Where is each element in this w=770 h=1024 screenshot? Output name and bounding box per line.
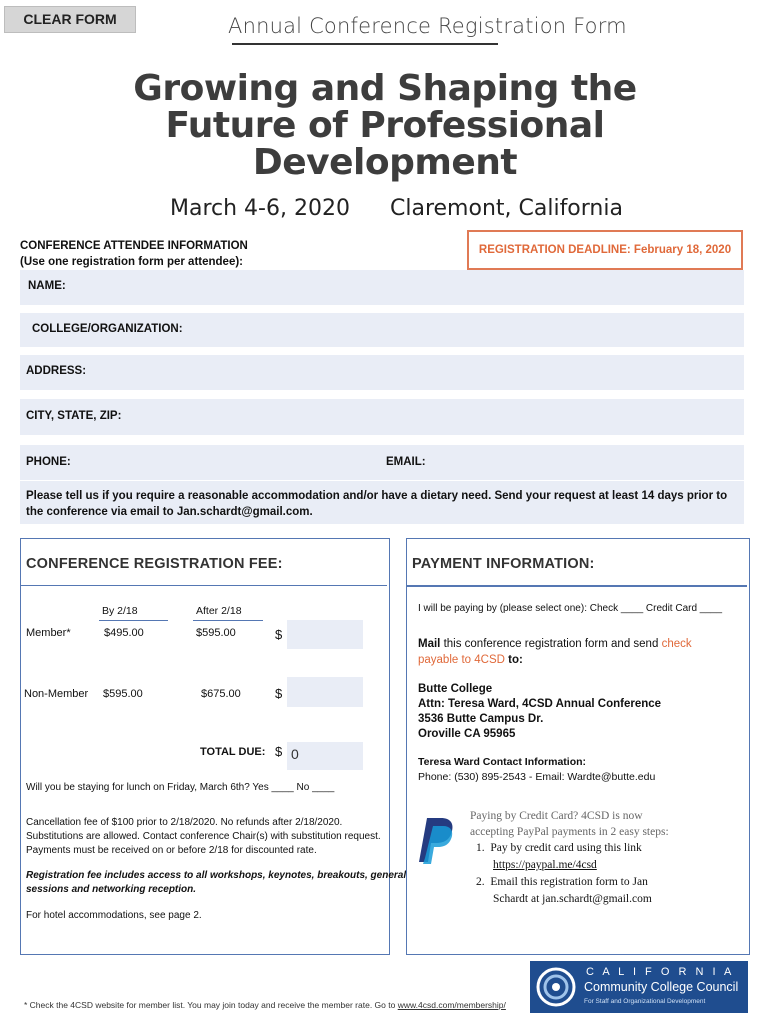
email-label: EMAIL: <box>386 456 426 468</box>
attendee-heading: CONFERENCE ATTENDEE INFORMATION <box>20 240 248 252</box>
name-field[interactable] <box>20 270 744 305</box>
fee-includes-line-1: Registration fee includes access to all workshops, keynotes, breakouts, general <box>26 870 407 881</box>
address-line-4: Oroville CA 95965 <box>418 728 516 740</box>
total-due-value: 0 <box>291 746 299 762</box>
city-state-zip-field[interactable] <box>20 399 744 435</box>
step-1-text: Pay by credit card using this link <box>490 842 642 854</box>
nonmember-dollar-sign: $ <box>275 686 283 701</box>
member-price-by: $495.00 <box>104 627 144 639</box>
payment-panel-title: PAYMENT INFORMATION: <box>412 556 595 572</box>
mail-instructions <box>418 636 738 668</box>
member-amount-input[interactable] <box>287 620 363 649</box>
nonmember-label: Non-Member <box>24 688 89 700</box>
membership-link[interactable]: www.4csd.com/membership/ <box>397 1000 506 1010</box>
mail-text: this conference registration form and send <box>440 638 662 650</box>
col-header-by-rule <box>99 620 168 621</box>
address-line-2: Attn: Teresa Ward, 4CSD Annual Conference <box>418 698 662 710</box>
address-field[interactable] <box>20 355 744 390</box>
total-due-label: TOTAL DUE: <box>200 746 266 758</box>
step-1-number: 1. <box>476 842 485 854</box>
address-line-3: 3536 Butte Campus Dr. <box>418 713 544 725</box>
member-dollar-sign: $ <box>275 627 283 642</box>
headline-line-2: Future of Professional <box>165 105 605 146</box>
nonmember-amount-input[interactable] <box>287 677 363 707</box>
hotel-note: For hotel accommodations, see page 2. <box>26 910 202 921</box>
payment-method-question: I will be paying by (please select one): Check ____ Credit Card ____ <box>418 603 723 614</box>
mail-check: check <box>661 638 692 650</box>
event-location: Claremont, California <box>390 196 623 221</box>
cancellation-line-3: Payments must be received on or before 2/18 for discounted rate. <box>26 845 317 856</box>
member-label: Member* <box>26 627 71 639</box>
footer-note <box>24 1000 506 1010</box>
headline <box>0 70 770 181</box>
fee-includes-line-2: sessions and networking reception. <box>26 884 197 895</box>
paypal-step-2 <box>476 874 652 891</box>
address-line-1: Butte College <box>418 683 493 695</box>
member-price-after: $595.00 <box>196 627 236 639</box>
college-field[interactable] <box>20 313 744 347</box>
mailing-address <box>418 682 661 742</box>
contact-info <box>418 755 655 785</box>
paypal-intro <box>470 808 669 840</box>
address-label: ADDRESS: <box>26 365 87 377</box>
col-header-by: By 2/18 <box>102 605 138 617</box>
col-header-after-rule <box>193 620 263 621</box>
mail-bold: Mail <box>418 638 441 650</box>
attendee-subheading: (Use one registration form per attendee): <box>20 256 244 268</box>
clear-form-button[interactable]: CLEAR FORM <box>4 6 136 33</box>
college-label: COLLEGE/ORGANIZATION: <box>32 323 183 335</box>
total-dollar-sign: $ <box>275 744 283 759</box>
paypal-line-1: Paying by Credit Card? 4CSD is now <box>470 810 643 822</box>
payment-panel-rule <box>406 585 747 587</box>
lunch-question: Will you be staying for lunch on Friday, March 6th? Yes ____ No ____ <box>26 782 335 793</box>
paypal-step-2-cont: Schardt at jan.schardt@gmail.com <box>493 893 652 905</box>
cancellation-policy <box>26 816 381 858</box>
headline-line-3: Development <box>252 142 518 183</box>
accommodation-note: Please tell us if you require a reasonable accommodation and/or have a dietary need. Send your request at least 14 days prior to the conference via email to Jan.schardt@gmail.com. <box>20 481 744 524</box>
logo-line-2: Community College Council <box>584 980 739 994</box>
cancellation-line-1: Cancellation fee of $100 prior to 2/18/2020. No refunds after 2/18/2020. <box>26 817 343 828</box>
mail-to: to: <box>504 654 523 666</box>
headline-line-1: Growing and Shaping the <box>133 68 637 109</box>
paypal-link[interactable]: https://paypal.me/4csd <box>493 859 597 871</box>
mail-payable: payable to 4CSD <box>418 654 505 666</box>
footer-note-text: * Check the 4CSD website for member list. You may join today and receive the member rate. Go to <box>24 1000 398 1010</box>
attendee-section-heading <box>20 238 248 270</box>
contact-title: Teresa Ward Contact Information: <box>418 756 587 768</box>
city-state-zip-label: CITY, STATE, ZIP: <box>26 410 122 422</box>
4csd-logo <box>530 961 748 1013</box>
fee-panel-rule <box>20 585 387 586</box>
nonmember-price-by: $595.00 <box>103 688 143 700</box>
nonmember-price-after: $675.00 <box>201 688 241 700</box>
phone-label: PHONE: <box>26 456 71 468</box>
paypal-step-1 <box>476 840 652 857</box>
form-title: Annual Conference Registration Form <box>228 14 627 38</box>
logo-swirl-icon <box>534 965 580 1009</box>
fee-includes-note <box>26 869 406 897</box>
registration-deadline: REGISTRATION DEADLINE: February 18, 2020 <box>467 230 743 270</box>
step-2-text: Email this registration form to Jan <box>490 876 648 888</box>
logo-line-1: C A L I F O R N I A <box>586 966 735 978</box>
contact-line: Phone: (530) 895-2543 - Email: Wardte@butte.edu <box>418 771 656 783</box>
step-2-number: 2. <box>476 876 485 888</box>
paypal-line-2: accepting PayPal payments in 2 easy steps: <box>470 826 669 838</box>
paypal-steps <box>476 840 652 908</box>
total-due-input[interactable] <box>287 742 363 770</box>
name-label: NAME: <box>28 280 66 292</box>
fee-panel-title: CONFERENCE REGISTRATION FEE: <box>26 556 283 572</box>
paypal-icon <box>419 816 459 864</box>
event-dates: March 4-6, 2020 <box>170 196 350 221</box>
cancellation-line-2: Substitutions are allowed. Contact conference Chair(s) with substitution request. <box>26 831 381 842</box>
phone-email-row <box>20 445 744 480</box>
title-underline <box>232 43 498 45</box>
col-header-after: After 2/18 <box>196 605 242 617</box>
logo-line-3: For Staff and Organizational Development <box>584 998 706 1005</box>
